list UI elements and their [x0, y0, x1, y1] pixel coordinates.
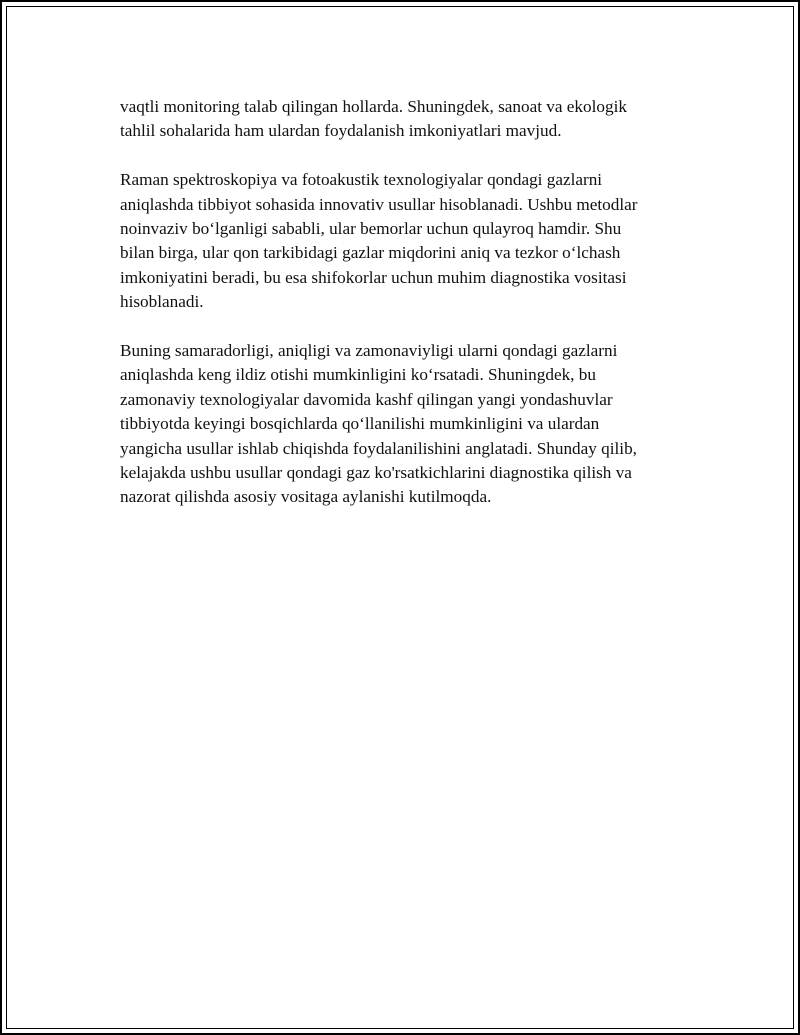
text-line: tahlil sohalarida ham ulardan foydalanish imkoniyatlari mavjud.: [120, 121, 562, 141]
text-line: bilan birga, ular qon tarkibidagi gazlar miqdorini aniq va tezkor o‘lchash: [120, 243, 621, 263]
text-line: noinvaziv bo‘lganligi sababli, ular bemorlar uchun qulayroq hamdir. Shu: [120, 219, 622, 239]
document-body: [120, 95, 680, 510]
paragraph-spacer: [120, 144, 680, 168]
text-line: Buning samaradorligi, aniqligi va zamonaviyligi ularni qondagi gazlarni: [120, 341, 618, 361]
paragraph-2: [120, 168, 680, 314]
text-line: yangicha usullar ishlab chiqishda foydalanilishini anglatadi. Shunday qilib,: [120, 438, 637, 458]
text-line: imkoniyatini beradi, bu esa shifokorlar uchun muhim diagnostika vositasi: [120, 267, 627, 287]
text-line: zamonaviy texnologiyalar davomida kashf qilingan yangi yondashuvlar: [120, 389, 613, 409]
text-line: aniqlashda keng ildiz otishi mumkinligini ko‘rsatadi. Shuningdek, bu: [120, 365, 596, 385]
paragraph-1: [120, 95, 680, 144]
text-line: kelajakda ushbu usullar qondagi gaz ko'rsatkichlarini diagnostika qilish va: [120, 463, 632, 483]
paragraph-spacer: [120, 315, 680, 339]
text-line: nazorat qilishda asosiy vositaga aylanishi kutilmoqda.: [120, 487, 492, 507]
text-line: tibbiyotda keyingi bosqichlarda qo‘llanilishi mumkinligini va ulardan: [120, 414, 600, 434]
text-line: aniqlashda tibbiyot sohasida innovativ usullar hisoblanadi. Ushbu metodlar: [120, 194, 638, 214]
text-line: vaqtli monitoring talab qilingan hollarda. Shuningdek, sanoat va ekologik: [120, 97, 627, 116]
text-line: hisoblanadi.: [120, 292, 204, 312]
text-line: Raman spektroskopiya va fotoakustik texnologiyalar qondagi gazlarni: [120, 170, 603, 190]
paragraph-3: [120, 339, 680, 510]
